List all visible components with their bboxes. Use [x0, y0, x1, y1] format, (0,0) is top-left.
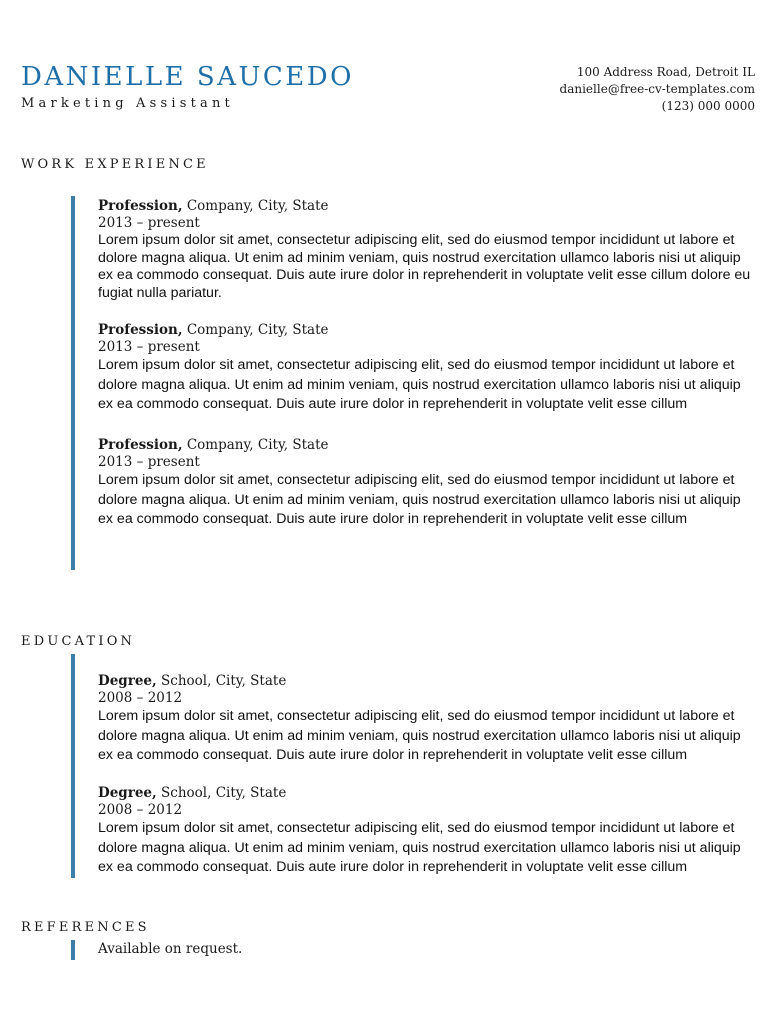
- work-entry-org: Company, City, State: [186, 437, 329, 453]
- education-entry-heading: [98, 672, 758, 690]
- work-entry-1: [98, 197, 758, 302]
- work-entry-dates: 2013 – present: [98, 215, 200, 231]
- education-entry-description: Lorem ipsum dolor sit amet, consectetur adipiscing elit, sed do eiusmod tempor incididunt ut labore et dolore magna aliqua. Ut enim ad minim veniam, quis nostrud exercitation ullamco laboris nisi ut aliquip ex ea commodo consequat. Duis aute irure dolor in reprehenderit in voluptate velit esse cillum: [98, 708, 741, 763]
- work-entry-role: Profession,: [98, 437, 183, 453]
- work-entry-heading: [98, 436, 758, 454]
- education-entry-school: School, City, State: [161, 785, 287, 801]
- work-entry-description: Lorem ipsum dolor sit amet, consectetur adipiscing elit, sed do eiusmod tempor incididunt ut labore et dolore magna aliqua. Ut enim ad minim veniam, quis nostrud exercitation ullamco laboris nisi ut aliquip ex ea commodo consequat. Duis aute irure dolor in reprehenderit in voluptate velit esse cillum dolore eu fugiat nulla pariatur.: [98, 232, 751, 301]
- work-entry-role: Profession,: [98, 322, 183, 338]
- work-entry-heading: [98, 321, 758, 339]
- education-entry-dates: 2008 – 2012: [98, 802, 183, 818]
- section-title-work-experience: WORK EXPERIENCE: [21, 157, 209, 172]
- education-entry-1: [98, 672, 758, 766]
- work-entry-dates: 2013 – present: [98, 339, 200, 355]
- candidate-name: DANIELLE SAUCEDO: [21, 62, 354, 92]
- education-entry-description: Lorem ipsum dolor sit amet, consectetur adipiscing elit, sed do eiusmod tempor incididunt ut labore et dolore magna aliqua. Ut enim ad minim veniam, quis nostrud exercitation ullamco laboris nisi ut aliquip ex ea commodo consequat. Duis aute irure dolor in reprehenderit in voluptate velit esse cillum: [98, 820, 741, 875]
- education-entry-degree: Degree,: [98, 785, 157, 801]
- candidate-role: Marketing Assistant: [21, 96, 234, 111]
- work-entry-2: [98, 321, 758, 415]
- education-entry-dates: 2008 – 2012: [98, 690, 183, 706]
- education-accent-bar: [71, 654, 75, 878]
- work-entry-heading: [98, 197, 758, 215]
- work-entry-org: Company, City, State: [186, 322, 329, 338]
- references-accent-bar: [71, 940, 75, 960]
- education-entry-heading: [98, 784, 758, 802]
- work-entry-description: Lorem ipsum dolor sit amet, consectetur adipiscing elit, sed do eiusmod tempor incididunt ut labore et dolore magna aliqua. Ut enim ad minim veniam, quis nostrud exercitation ullamco laboris nisi ut aliquip ex ea commodo consequat. Duis aute irure dolor in reprehenderit in voluptate velit esse cillum: [98, 472, 741, 527]
- work-entry-role: Profession,: [98, 198, 183, 214]
- contact-address: 100 Address Road, Detroit IL: [576, 65, 755, 79]
- work-entry-description: Lorem ipsum dolor sit amet, consectetur adipiscing elit, sed do eiusmod tempor incididunt ut labore et dolore magna aliqua. Ut enim ad minim veniam, quis nostrud exercitation ullamco laboris nisi ut aliquip ex ea commodo consequat. Duis aute irure dolor in reprehenderit in voluptate velit esse cillum: [98, 357, 741, 412]
- education-entry-2: [98, 784, 758, 878]
- education-entry-school: School, City, State: [161, 673, 287, 689]
- work-entry-dates: 2013 – present: [98, 454, 200, 470]
- work-experience-accent-bar: [71, 196, 75, 570]
- contact-phone: (123) 000 0000: [661, 99, 755, 113]
- references-text: Available on request.: [98, 941, 243, 957]
- section-title-education: EDUCATION: [21, 634, 136, 649]
- work-entry-3: [98, 436, 758, 530]
- education-entry-degree: Degree,: [98, 673, 157, 689]
- contact-block: [560, 64, 755, 115]
- section-title-references: REFERENCES: [21, 920, 150, 935]
- work-entry-org: Company, City, State: [186, 198, 329, 214]
- contact-email[interactable]: danielle@free-cv-templates.com: [559, 82, 755, 96]
